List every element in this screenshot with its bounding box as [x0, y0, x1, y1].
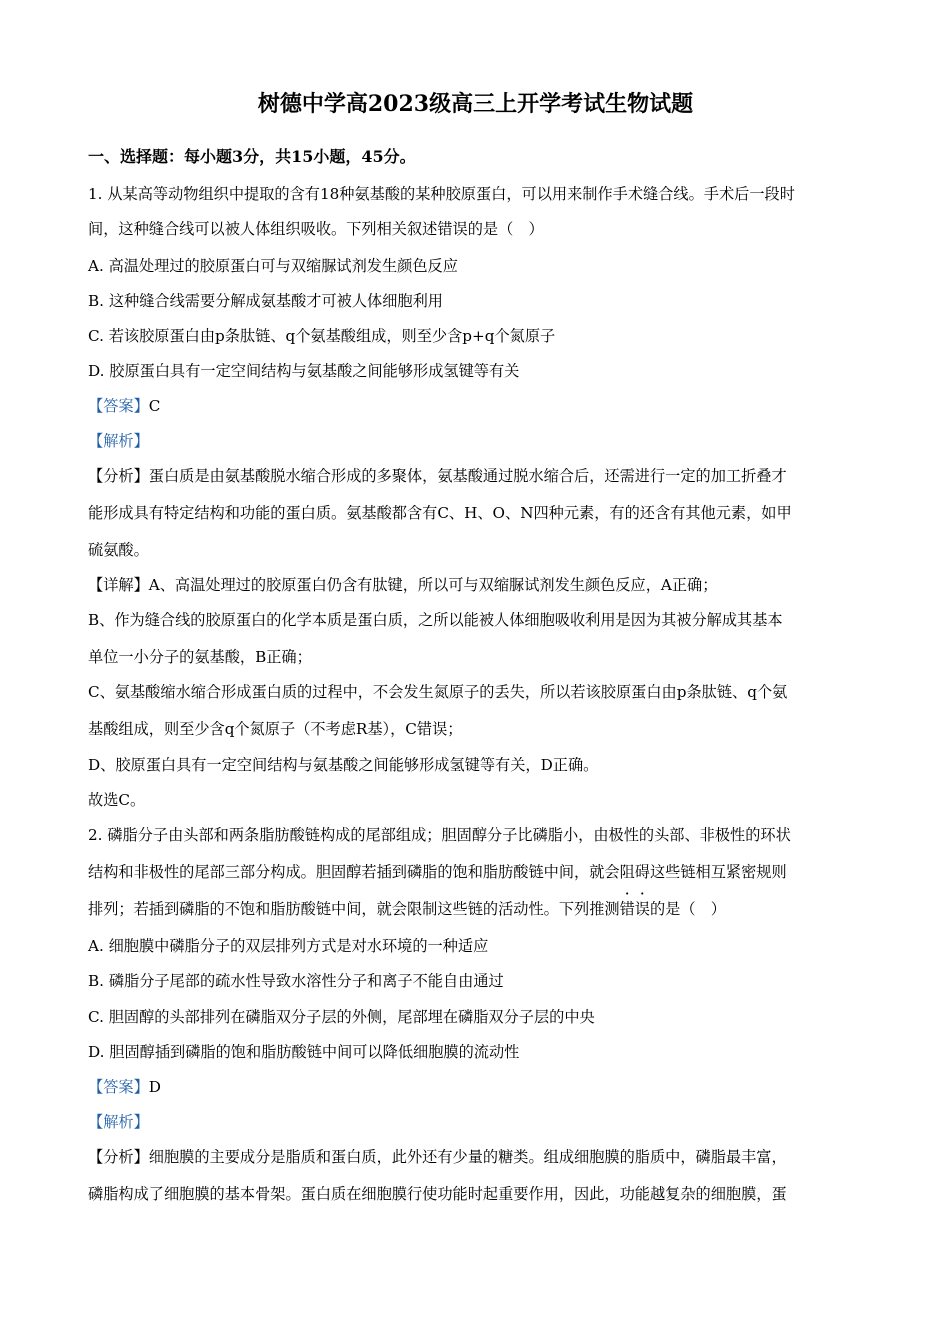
q1-conclusion: 故选C。: [88, 791, 146, 809]
stem-text: 的是（ ）: [649, 900, 726, 918]
q2-fenxi-line1: [88, 1145, 787, 1169]
q1-analysis-tag: 【解析】: [88, 432, 149, 450]
q1-fenxi-line3: 硫氨酸。: [88, 541, 149, 559]
answer-tag: 【答案】: [88, 397, 149, 415]
fenxi-tag: 【分析】: [88, 467, 149, 485]
q2-stem-line1: 2. 磷脂分子由头部和两条脂肪酸链构成的尾部组成；胆固醇分子比磷脂小，由极性的头部、非极性的环状: [88, 826, 791, 844]
xiangjie-tag: 【详解】: [88, 576, 149, 594]
answer-tag: 【答案】: [88, 1078, 149, 1096]
answer-value: C: [148, 397, 161, 415]
q1-detail-a: [88, 573, 717, 597]
q2-option-a: A. 细胞膜中磷脂分子的双层排列方式是对水环境的一种适应: [88, 937, 489, 955]
q2-stem-line2: 结构和非极性的尾部三部分构成。胆固醇若插到磷脂的饱和脂肪酸链中间，就会阻碍这些链相互紧密规则: [88, 863, 787, 881]
q2-analysis-tag: 【解析】: [88, 1113, 149, 1131]
q1-detail-d: D、胶原蛋白具有一定空间结构与氨基酸之间能够形成氢键等有关，D正确。: [88, 756, 599, 774]
q1-option-b: B. 这种缝合线需要分解成氨基酸才可被人体细胞利用: [88, 292, 443, 310]
q2-stem-line3: [88, 897, 726, 921]
fenxi-tag: 【分析】: [88, 1148, 149, 1166]
q2-fenxi-line2: 磷脂构成了细胞膜的基本骨架。蛋白质在细胞膜行使功能时起重要作用，因此，功能越复杂的细胞膜，蛋: [88, 1185, 787, 1203]
fenxi-text: 细胞膜的主要成分是脂质和蛋白质，此外还有少量的糖类。组成细胞膜的脂质中，磷脂最丰富，: [148, 1148, 787, 1166]
q1-option-a: A. 高温处理过的胶原蛋白可与双缩脲试剂发生颜色反应: [88, 257, 458, 275]
q1-answer: [88, 394, 160, 418]
exam-title: 树德中学高2023级高三上开学考试生物试题: [257, 91, 694, 117]
q1-stem-line2: 间，这种缝合线可以被人体组织吸收。下列相关叙述错误的是（ ）: [88, 220, 544, 238]
emphasis-char: 误: [634, 900, 650, 918]
q1-fenxi-line1: [88, 464, 787, 488]
q1-option-c: C. 若该胶原蛋白由p条肽链、q个氨基酸组成，则至少含p+q个氮原子: [88, 327, 556, 345]
q1-detail-c-line2: 基酸组成，则至少含q个氮原子（不考虑R基），C错误；: [88, 720, 463, 738]
q1-detail-c-line1: C、氨基酸缩水缩合形成蛋白质的过程中，不会发生氮原子的丢失，所以若该胶原蛋白由p条肽链、q个氨: [88, 683, 788, 701]
q1-fenxi-line2: 能形成具有特定结构和功能的蛋白质。氨基酸都含有C、H、O、N四种元素，有的还含有其他元素，如甲: [88, 504, 792, 522]
q1-detail-b-line1: B、作为缝合线的胶原蛋白的化学本质是蛋白质，之所以能被人体细胞吸收利用是因为其被分解成其基本: [88, 611, 783, 629]
section-header: 一、选择题：每小题3分，共15小题，45分。: [88, 147, 416, 166]
emphasis-char: 错: [619, 900, 635, 918]
q2-option-d: D. 胆固醇插到磷脂的饱和脂肪酸链中间可以降低细胞膜的流动性: [88, 1043, 520, 1061]
fenxi-text: 蛋白质是由氨基酸脱水缩合形成的多聚体，氨基酸通过脱水缩合后，还需进行一定的加工折叠才: [148, 467, 787, 485]
q1-option-d: D. 胶原蛋白具有一定空间结构与氨基酸之间能够形成氢键等有关: [88, 362, 520, 380]
q2-option-b: B. 磷脂分子尾部的疏水性导致水溶性分子和离子不能自由通过: [88, 972, 504, 990]
answer-value: D: [148, 1078, 161, 1096]
detail-text: A、高温处理过的胶原蛋白仍含有肽键，所以可与双缩脲试剂发生颜色反应，A正确；: [148, 576, 718, 594]
q2-answer: [88, 1075, 161, 1099]
q1-detail-b-line2: 单位一小分子的氨基酸，B正确；: [88, 648, 312, 666]
q1-stem-line1: 1. 从某高等动物组织中提取的含有18种氨基酸的某种胶原蛋白，可以用来制作手术缝合线。手术后一段时: [88, 185, 795, 203]
q2-option-c: C. 胆固醇的头部排列在磷脂双分子层的外侧，尾部埋在磷脂双分子层的中央: [88, 1008, 595, 1026]
stem-text: 排列；若插到磷脂的不饱和脂肪酸链中间，就会限制这些链的活动性。下列推测: [88, 900, 620, 918]
